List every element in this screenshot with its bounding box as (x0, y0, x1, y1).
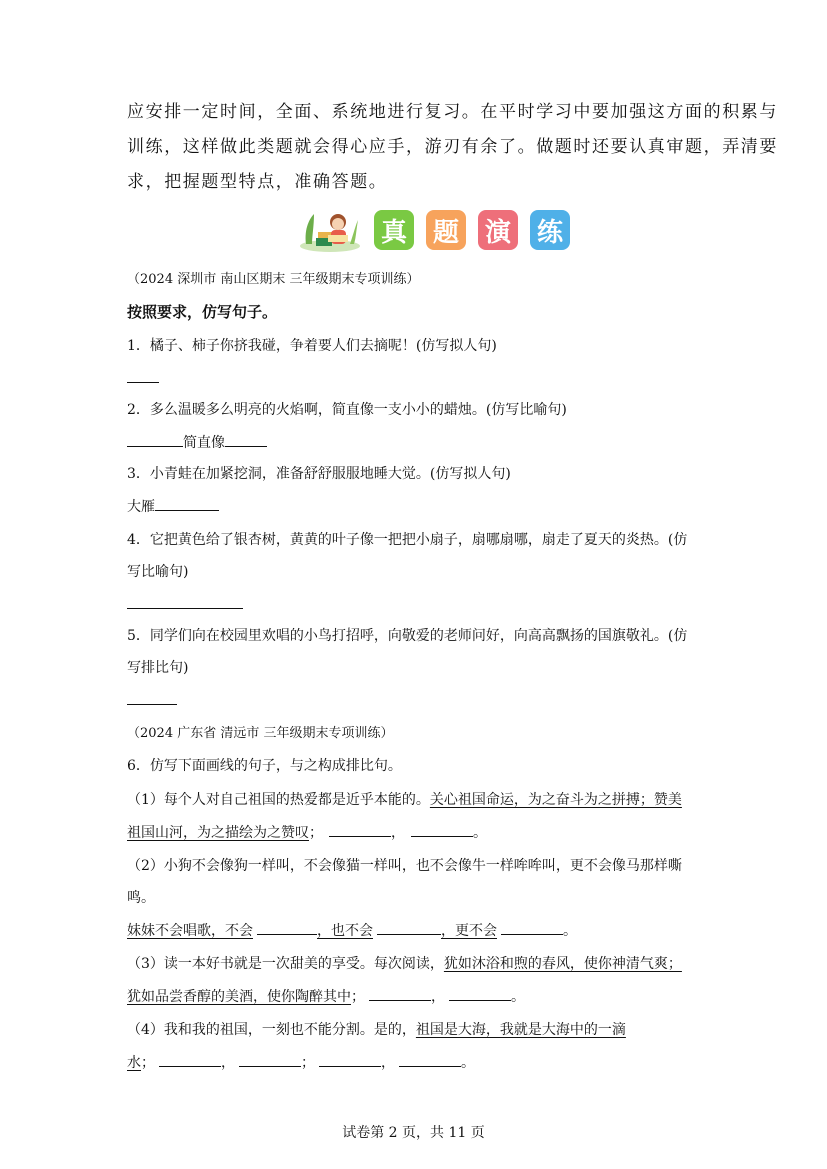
sub-2-line-2: 鸣。 (127, 890, 155, 906)
intro-line-3: 求，把握题型特点，准确答题。 (127, 172, 388, 192)
banner-tile-2: 题 (426, 210, 466, 250)
intro-line-2: 训练，这样做此类题就会得心应手，游刃有余了。做题时还要认真审题，弄清要 (127, 137, 778, 157)
answer-blank[interactable] (127, 594, 243, 609)
question-4-line-2: 写比喻句) (127, 564, 189, 580)
sub-1-text: （1）每个人对自己祖国的热爱都是近乎本能的。 (127, 792, 430, 808)
sub-1-underlined-cont: 祖国山河，为之描绘为之赞叹 (127, 825, 309, 841)
banner-tile-3: 演 (478, 210, 518, 250)
sub-1-underlined: 关心祖国命运，为之奋斗为之拼搏；赞美 (429, 792, 682, 808)
question-6: 6．仿写下面画线的句子，与之构成排比句。 (127, 758, 402, 774)
answer-2 (127, 432, 267, 453)
answer-5 (127, 690, 177, 711)
answer-blank[interactable] (319, 1052, 381, 1067)
answer-3-start: 大雁 (127, 499, 155, 515)
question-2: 2．多么温暖多么明亮的火焰啊，简直像一支小小的蜡烛。(仿写比喻句) (127, 402, 567, 418)
sub-2-answer: 妹妹不会唱歌，不会 ，也不会 ，更不会 。 (127, 920, 577, 941)
sub-3-line-1 (127, 954, 682, 974)
answer-4 (127, 594, 243, 615)
answer-blank[interactable] (127, 690, 177, 705)
sub-1-line-2: 祖国山河，为之描绘为之赞叹； ， 。 (127, 822, 487, 843)
sub-4-underlined-cont: 水 (127, 1055, 141, 1071)
sub-2-line-1: （2）小狗不会像狗一样叫，不会像猫一样叫，也不会像牛一样哞哞叫，更不会像马那样嘶 (127, 858, 682, 874)
answer-3 (127, 496, 219, 517)
answer-1 (127, 368, 159, 389)
sub-3-underlined: 犹如沐浴和煦的春风，使你神清气爽； (443, 956, 682, 972)
sub-2-prompt-1: 妹妹不会唱歌，不会 (127, 923, 253, 939)
banner-tile-1: 真 (374, 210, 414, 250)
intro-line-1: 应安排一定时间，全面、系统地进行复习。在平时学习中要加强这方面的积累与 (127, 102, 778, 122)
answer-blank[interactable] (501, 920, 563, 935)
sub-1-line-1 (127, 790, 682, 810)
answer-blank[interactable] (127, 368, 159, 383)
answer-blank[interactable] (449, 986, 511, 1001)
answer-blank[interactable] (399, 1052, 461, 1067)
question-5-line-2: 写排比句) (127, 660, 189, 676)
answer-blank[interactable] (411, 822, 473, 837)
answer-blank[interactable] (225, 432, 267, 447)
answer-blank[interactable] (127, 432, 183, 447)
sub-4-underlined: 祖国是大海，我就是大海中的一滴 (415, 1022, 626, 1038)
practice-banner (300, 208, 570, 252)
answer-blank[interactable] (257, 920, 317, 935)
reading-girl-illustration (300, 208, 362, 252)
question-3: 3．小青蛙在加紧挖洞，准备舒舒服服地睡大觉。(仿写拟人句) (127, 466, 511, 482)
instruction-heading: 按照要求，仿写句子。 (127, 303, 278, 321)
page-footer: 试卷第 2 页，共 11 页 (342, 1125, 485, 1141)
sub-3-underlined-cont: 犹如品尝香醇的美酒，使你陶醉其中 (127, 989, 351, 1005)
sub-3-line-2: 犹如品尝香醇的美酒，使你陶醉其中； ， 。 (127, 986, 525, 1007)
sub-2-prompt-3: ，更不会 (441, 923, 497, 939)
sub-4-line-2: 水； ， ； ， 。 (127, 1052, 475, 1073)
answer-blank[interactable] (377, 920, 441, 935)
sub-4-text: （4）我和我的祖国，一刻也不能分割。是的， (127, 1022, 416, 1038)
question-1: 1．橘子、柿子你挤我碰，争着要人们去摘呢！(仿写拟人句) (127, 338, 497, 354)
answer-2-mid: 简直像 (183, 435, 225, 451)
answer-blank[interactable] (369, 986, 431, 1001)
answer-blank[interactable] (155, 496, 219, 511)
answer-blank[interactable] (329, 822, 391, 837)
source-note-1: （2024 深圳市 南山区期末 三年级期末专项训练） (127, 272, 420, 287)
question-4-line-1: 4．它把黄色给了银杏树，黄黄的叶子像一把把小扇子，扇哪扇哪，扇走了夏天的炎热。(仿 (127, 532, 688, 548)
answer-blank[interactable] (159, 1052, 221, 1067)
answer-blank[interactable] (239, 1052, 301, 1067)
question-5-line-1: 5．同学们向在校园里欢唱的小鸟打招呼，向敬爱的老师问好，向高高飘扬的国旗敬礼。(仿 (127, 628, 688, 644)
sub-3-text: （3）读一本好书就是一次甜美的享受。每次阅读， (127, 956, 444, 972)
sub-2-prompt-2: ，也不会 (317, 923, 373, 939)
sub-4-line-1 (127, 1020, 626, 1040)
banner-tile-4: 练 (530, 210, 570, 250)
source-note-2: （2024 广东省 清远市 三年级期末专项训练） (127, 726, 394, 741)
